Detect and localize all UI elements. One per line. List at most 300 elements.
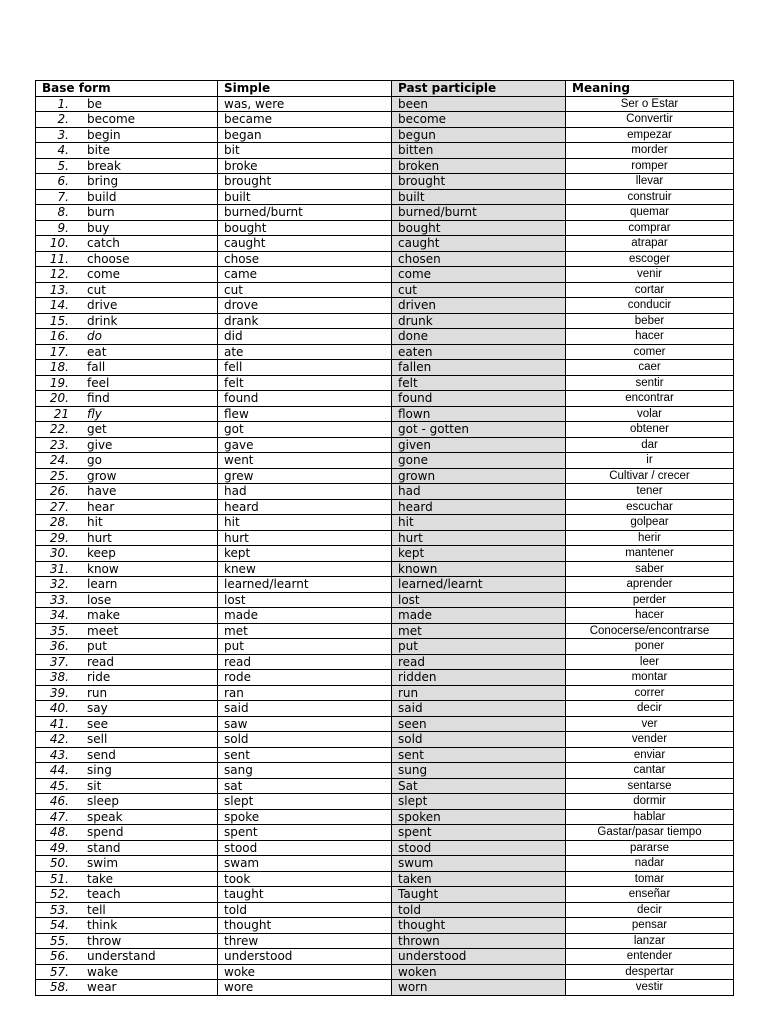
past-participle-cell: sold <box>392 732 566 748</box>
table-row <box>36 856 734 872</box>
base-form-cell <box>36 685 218 701</box>
base-form: come <box>87 267 121 281</box>
simple-past-cell: spoke <box>218 809 392 825</box>
meaning-cell: entender <box>566 949 734 965</box>
meaning-cell: cortar <box>566 282 734 298</box>
base-form: wear <box>87 980 117 994</box>
table-row <box>36 716 734 732</box>
row-number: 24. <box>49 453 69 467</box>
past-participle-cell: flown <box>392 406 566 422</box>
table-row <box>36 639 734 655</box>
irregular-verbs-table <box>35 80 734 996</box>
meaning-cell: Convertir <box>566 112 734 128</box>
past-participle-cell: chosen <box>392 251 566 267</box>
table-row <box>36 143 734 159</box>
simple-past-cell: began <box>218 127 392 143</box>
table-row <box>36 112 734 128</box>
meaning-cell: mantener <box>566 546 734 562</box>
meaning-cell: ver <box>566 716 734 732</box>
row-number: 57. <box>49 964 69 979</box>
simple-past-cell: put <box>218 639 392 655</box>
row-number: 51. <box>49 871 69 886</box>
row-number: 8. <box>57 205 69 219</box>
base-form: drive <box>87 298 118 312</box>
meaning-cell: encontrar <box>566 391 734 407</box>
past-participle-cell: got - gotten <box>392 422 566 438</box>
past-participle-cell: ridden <box>392 670 566 686</box>
base-form: bring <box>87 174 119 188</box>
row-number: 43. <box>49 747 69 762</box>
base-form: teach <box>87 887 121 901</box>
meaning-cell: llevar <box>566 174 734 190</box>
simple-past-cell: bought <box>218 220 392 236</box>
table-row <box>36 794 734 810</box>
past-participle-cell: made <box>392 608 566 624</box>
table-row <box>36 902 734 918</box>
past-participle-cell: heard <box>392 499 566 515</box>
simple-past-cell: burned/burnt <box>218 205 392 221</box>
meaning-cell: dormir <box>566 794 734 810</box>
base-form: learn <box>87 577 118 591</box>
table-row <box>36 964 734 980</box>
simple-past-cell: ate <box>218 344 392 360</box>
row-number: 23. <box>49 437 69 452</box>
row-number: 44. <box>49 763 69 777</box>
simple-past-cell: woke <box>218 964 392 980</box>
past-participle-cell: known <box>392 561 566 577</box>
base-form-cell <box>36 933 218 949</box>
meaning-cell: hacer <box>566 329 734 345</box>
simple-past-cell: saw <box>218 716 392 732</box>
past-participle-cell: Sat <box>392 778 566 794</box>
simple-past-cell: sang <box>218 763 392 779</box>
past-participle-cell: burned/burnt <box>392 205 566 221</box>
row-number: 22. <box>49 422 69 436</box>
simple-past-cell: took <box>218 871 392 887</box>
base-form-cell <box>36 437 218 453</box>
table-row <box>36 267 734 283</box>
table-row <box>36 375 734 391</box>
base-form-cell <box>36 592 218 608</box>
row-number: 31. <box>49 561 69 576</box>
base-form: understand <box>87 949 156 963</box>
simple-past-cell: hurt <box>218 530 392 546</box>
meaning-cell: venir <box>566 267 734 283</box>
past-participle-cell: thought <box>392 918 566 934</box>
meaning-cell: comer <box>566 344 734 360</box>
past-participle-cell: broken <box>392 158 566 174</box>
table-row <box>36 980 734 996</box>
base-form-cell <box>36 902 218 918</box>
base-form: burn <box>87 205 115 219</box>
row-number: 40. <box>49 701 69 715</box>
table-row <box>36 871 734 887</box>
base-form: fly <box>87 406 102 421</box>
base-form: keep <box>87 546 116 560</box>
simple-past-cell: told <box>218 902 392 918</box>
meaning-cell: decir <box>566 902 734 918</box>
meaning-cell: enseñar <box>566 887 734 903</box>
meaning-cell: sentir <box>566 375 734 391</box>
table-row <box>36 840 734 856</box>
base-form: ride <box>87 670 111 684</box>
header-past-participle: Past participle <box>392 81 566 97</box>
past-participle-cell: hit <box>392 515 566 531</box>
past-participle-cell: thrown <box>392 933 566 949</box>
meaning-cell: Cultivar / crecer <box>566 468 734 484</box>
past-participle-cell: taken <box>392 871 566 887</box>
base-form-cell <box>36 453 218 469</box>
table-row <box>36 778 734 794</box>
base-form: choose <box>87 251 130 266</box>
meaning-cell: ir <box>566 453 734 469</box>
base-form: catch <box>87 236 120 250</box>
base-form: give <box>87 437 113 452</box>
row-number: 4. <box>57 143 69 157</box>
simple-past-cell: said <box>218 701 392 717</box>
past-participle-cell: understood <box>392 949 566 965</box>
base-form: swim <box>87 856 119 870</box>
row-number: 10. <box>49 236 69 250</box>
past-participle-cell: been <box>392 96 566 112</box>
base-form: go <box>87 453 102 467</box>
simple-past-cell: had <box>218 484 392 500</box>
base-form-cell <box>36 344 218 360</box>
simple-past-cell: gave <box>218 437 392 453</box>
row-number: 3. <box>57 127 69 142</box>
base-form: sell <box>87 732 108 746</box>
base-form-cell <box>36 546 218 562</box>
base-form: eat <box>87 344 107 359</box>
base-form: hear <box>87 499 115 514</box>
simple-past-cell: became <box>218 112 392 128</box>
base-form: begin <box>87 127 121 142</box>
past-participle-cell: spoken <box>392 809 566 825</box>
past-participle-cell: bitten <box>392 143 566 159</box>
simple-past-cell: read <box>218 654 392 670</box>
past-participle-cell: lost <box>392 592 566 608</box>
table-row <box>36 391 734 407</box>
past-participle-cell: found <box>392 391 566 407</box>
base-form-cell <box>36 313 218 329</box>
table-row <box>36 763 734 779</box>
table-row <box>36 933 734 949</box>
table-row <box>36 158 734 174</box>
past-participle-cell: bought <box>392 220 566 236</box>
table-row <box>36 561 734 577</box>
base-form-cell <box>36 654 218 670</box>
base-form: tell <box>87 902 106 917</box>
base-form-cell <box>36 809 218 825</box>
table-row <box>36 205 734 221</box>
meaning-cell: dar <box>566 437 734 453</box>
base-form: make <box>87 608 120 622</box>
row-number: 39. <box>49 685 69 700</box>
past-participle-cell: built <box>392 189 566 205</box>
base-form: buy <box>87 220 110 235</box>
row-number: 11. <box>49 251 69 266</box>
simple-past-cell: grew <box>218 468 392 484</box>
meaning-cell: poner <box>566 639 734 655</box>
simple-past-cell: spent <box>218 825 392 841</box>
row-number: 14. <box>49 298 69 312</box>
table-row <box>36 949 734 965</box>
simple-past-cell: cut <box>218 282 392 298</box>
past-participle-cell: drunk <box>392 313 566 329</box>
past-participle-cell: spent <box>392 825 566 841</box>
base-form: drink <box>87 313 118 328</box>
meaning-cell: leer <box>566 654 734 670</box>
past-participle-cell: hurt <box>392 530 566 546</box>
simple-past-cell: did <box>218 329 392 345</box>
base-form: stand <box>87 840 121 855</box>
past-participle-cell: read <box>392 654 566 670</box>
table-row <box>36 329 734 345</box>
row-number: 37. <box>49 654 69 669</box>
base-form-cell <box>36 375 218 391</box>
past-participle-cell: woken <box>392 964 566 980</box>
base-form-cell <box>36 205 218 221</box>
base-form-cell <box>36 530 218 546</box>
base-form: bite <box>87 143 111 157</box>
meaning-cell: herir <box>566 530 734 546</box>
base-form-cell <box>36 251 218 267</box>
base-form: throw <box>87 933 122 948</box>
base-form-cell <box>36 220 218 236</box>
row-number: 56. <box>49 949 69 963</box>
row-number: 17. <box>49 344 69 359</box>
table-row <box>36 437 734 453</box>
past-participle-cell: told <box>392 902 566 918</box>
past-participle-cell: worn <box>392 980 566 996</box>
past-participle-cell: had <box>392 484 566 500</box>
row-number: 45. <box>49 778 69 793</box>
table-row <box>36 127 734 143</box>
base-form: hurt <box>87 530 112 545</box>
meaning-cell: montar <box>566 670 734 686</box>
meaning-cell: correr <box>566 685 734 701</box>
meaning-cell: quemar <box>566 205 734 221</box>
table-row <box>36 887 734 903</box>
meaning-cell: morder <box>566 143 734 159</box>
meaning-cell: comprar <box>566 220 734 236</box>
past-participle-cell: fallen <box>392 360 566 376</box>
base-form-cell <box>36 515 218 531</box>
past-participle-cell: done <box>392 329 566 345</box>
meaning-cell: pararse <box>566 840 734 856</box>
simple-past-cell: found <box>218 391 392 407</box>
table-row <box>36 453 734 469</box>
base-form-cell <box>36 391 218 407</box>
past-participle-cell: slept <box>392 794 566 810</box>
simple-past-cell: chose <box>218 251 392 267</box>
simple-past-cell: flew <box>218 406 392 422</box>
row-number: 21 <box>53 406 69 421</box>
row-number: 28. <box>49 515 69 529</box>
table-row <box>36 282 734 298</box>
row-number: 58. <box>49 980 69 994</box>
base-form-cell <box>36 608 218 624</box>
row-number: 20. <box>49 391 69 405</box>
table-row <box>36 546 734 562</box>
simple-past-cell: wore <box>218 980 392 996</box>
simple-past-cell: thought <box>218 918 392 934</box>
meaning-cell: nadar <box>566 856 734 872</box>
simple-past-cell: learned/learnt <box>218 577 392 593</box>
base-form-cell <box>36 236 218 252</box>
base-form-cell <box>36 639 218 655</box>
simple-past-cell: drove <box>218 298 392 314</box>
base-form: lose <box>87 592 112 607</box>
meaning-cell: perder <box>566 592 734 608</box>
simple-past-cell: caught <box>218 236 392 252</box>
base-form: say <box>87 701 108 715</box>
simple-past-cell: knew <box>218 561 392 577</box>
base-form-cell <box>36 840 218 856</box>
row-number: 42. <box>49 732 69 746</box>
meaning-cell: volar <box>566 406 734 422</box>
meaning-cell: pensar <box>566 918 734 934</box>
meaning-cell: Gastar/pasar tiempo <box>566 825 734 841</box>
meaning-cell: decir <box>566 701 734 717</box>
base-form: see <box>87 716 109 731</box>
row-number: 27. <box>49 499 69 514</box>
table-row <box>36 577 734 593</box>
simple-past-cell: bit <box>218 143 392 159</box>
row-number: 33. <box>49 592 69 607</box>
row-number: 52. <box>49 887 69 901</box>
header-meaning: Meaning <box>566 81 734 97</box>
past-participle-cell: met <box>392 623 566 639</box>
meaning-cell: enviar <box>566 747 734 763</box>
simple-past-cell: made <box>218 608 392 624</box>
base-form: run <box>87 685 108 700</box>
simple-past-cell: swam <box>218 856 392 872</box>
row-number: 13. <box>49 282 69 297</box>
base-form: read <box>87 654 115 669</box>
base-form: speak <box>87 809 123 824</box>
table-body <box>36 96 734 995</box>
table-row <box>36 236 734 252</box>
table-row <box>36 747 734 763</box>
table-row <box>36 685 734 701</box>
table-row <box>36 623 734 639</box>
simple-past-cell: sent <box>218 747 392 763</box>
table-row <box>36 484 734 500</box>
simple-past-cell: drank <box>218 313 392 329</box>
row-number: 7. <box>57 189 69 204</box>
meaning-cell: tomar <box>566 871 734 887</box>
base-form-cell <box>36 918 218 934</box>
base-form: wake <box>87 964 119 979</box>
base-form-cell <box>36 112 218 128</box>
simple-past-cell: met <box>218 623 392 639</box>
table-row <box>36 732 734 748</box>
table-row <box>36 654 734 670</box>
row-number: 25. <box>49 468 69 483</box>
base-form: send <box>87 747 116 762</box>
row-number: 49. <box>49 840 69 855</box>
base-form-cell <box>36 716 218 732</box>
past-participle-cell: swum <box>392 856 566 872</box>
past-participle-cell: run <box>392 685 566 701</box>
simple-past-cell: kept <box>218 546 392 562</box>
past-participle-cell: learned/learnt <box>392 577 566 593</box>
base-form: think <box>87 918 118 932</box>
base-form-cell <box>36 406 218 422</box>
base-form: know <box>87 561 119 576</box>
past-participle-cell: grown <box>392 468 566 484</box>
row-number: 5. <box>57 158 69 173</box>
row-number: 30. <box>49 546 69 560</box>
row-number: 16. <box>49 329 69 343</box>
past-participle-cell: seen <box>392 716 566 732</box>
meaning-cell: obtener <box>566 422 734 438</box>
simple-past-cell: taught <box>218 887 392 903</box>
base-form: break <box>87 158 121 173</box>
meaning-cell: hablar <box>566 809 734 825</box>
row-number: 46. <box>49 794 69 808</box>
meaning-cell: vestir <box>566 980 734 996</box>
past-participle-cell: begun <box>392 127 566 143</box>
base-form-cell <box>36 189 218 205</box>
meaning-cell: saber <box>566 561 734 577</box>
base-form-cell <box>36 871 218 887</box>
row-number: 50. <box>49 856 69 870</box>
table-row <box>36 825 734 841</box>
meaning-cell: aprender <box>566 577 734 593</box>
meaning-cell: romper <box>566 158 734 174</box>
meaning-cell: hacer <box>566 608 734 624</box>
row-number: 48. <box>49 825 69 839</box>
simple-past-cell: rode <box>218 670 392 686</box>
row-number: 32. <box>49 577 69 591</box>
table-row <box>36 701 734 717</box>
simple-past-cell: ran <box>218 685 392 701</box>
table-row <box>36 96 734 112</box>
base-form: get <box>87 422 107 436</box>
base-form-cell <box>36 329 218 345</box>
past-participle-cell: Taught <box>392 887 566 903</box>
base-form-cell <box>36 856 218 872</box>
base-form-cell <box>36 282 218 298</box>
base-form-cell <box>36 484 218 500</box>
base-form-cell <box>36 561 218 577</box>
past-participle-cell: eaten <box>392 344 566 360</box>
row-number: 36. <box>49 639 69 653</box>
past-participle-cell: gone <box>392 453 566 469</box>
row-number: 55. <box>49 933 69 948</box>
base-form-cell <box>36 499 218 515</box>
base-form-cell <box>36 949 218 965</box>
simple-past-cell: stood <box>218 840 392 856</box>
simple-past-cell: heard <box>218 499 392 515</box>
base-form-cell <box>36 127 218 143</box>
base-form: grow <box>87 468 117 483</box>
base-form-cell <box>36 732 218 748</box>
simple-past-cell: felt <box>218 375 392 391</box>
meaning-cell: cantar <box>566 763 734 779</box>
base-form-cell <box>36 887 218 903</box>
past-participle-cell: sent <box>392 747 566 763</box>
base-form: meet <box>87 623 119 638</box>
meaning-cell: sentarse <box>566 778 734 794</box>
base-form: be <box>87 96 102 111</box>
past-participle-cell: felt <box>392 375 566 391</box>
base-form: spend <box>87 825 124 839</box>
row-number: 26. <box>49 484 69 498</box>
simple-past-cell: sat <box>218 778 392 794</box>
